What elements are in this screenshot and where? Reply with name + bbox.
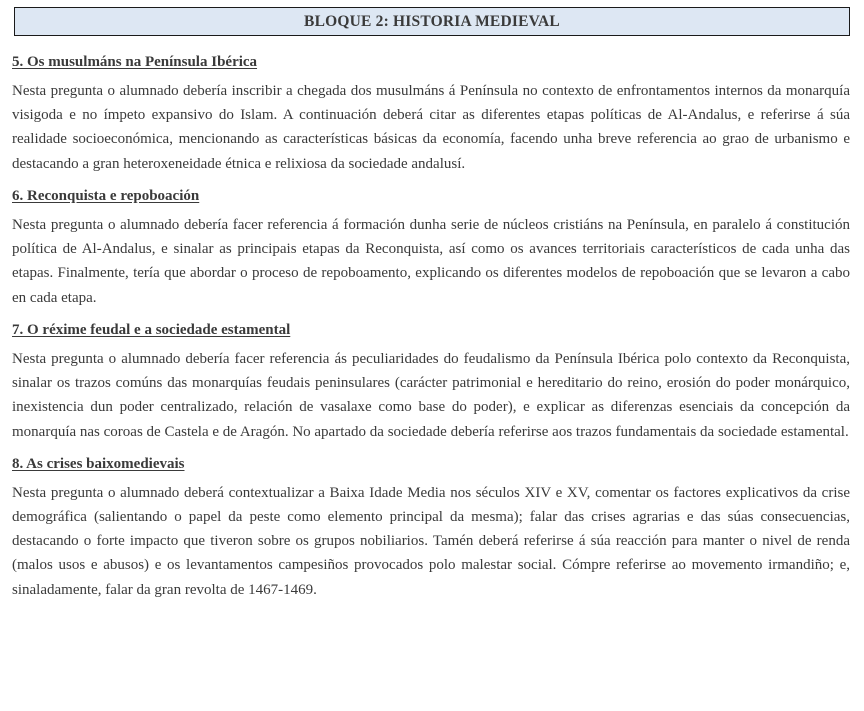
section-6 <box>12 186 850 310</box>
section-7 <box>12 320 850 444</box>
section-8-heading: 8. As crises baixomedievais <box>12 455 185 472</box>
section-7-heading: 7. O réxime feudal e a sociedade estamental <box>12 321 291 338</box>
section-6-body: Nesta pregunta o alumnado debería facer referencia á formación dunha serie de núcleos cristiáns na Península, en paralelo á constitución política de Al-Andalus, e sinalar as principais etapas da Reconquista, así como os avances territoriais característicos de cada unha das etapas. Finalmente, tería que abordar o proceso de repoboamento, explicando os diferentes modelos de repoboación que se levaron a cabo en cada etapa. <box>12 216 850 306</box>
section-6-heading: 6. Reconquista e repoboación <box>12 187 200 204</box>
section-5 <box>12 52 850 176</box>
section-7-body: Nesta pregunta o alumnado debería facer referencia ás peculiaridades do feudalismo da Península Ibérica polo contexto da Reconquista, sinalar os trazos comúns das monarquías feudais peninsulares (carácter patrimonial e hereditario do reino, erosión do poder monárquico, inexistencia dun poder centralizado, relación de vasalaxe como base do poder), e explicar as diferenzas esenciais da concepción da monarquía nas coroas de Castela e de Aragón. No apartado da sociedade debería referirse aos trazos fundamentais da sociedade estamental. <box>12 350 850 440</box>
block-title-text: BLOQUE 2: HISTORIA MEDIEVAL <box>304 12 560 30</box>
section-8-body: Nesta pregunta o alumnado deberá contextualizar a Baixa Idade Media nos séculos XIV e XV, comentar os factores explicativos da crise demográfica (salientando o papel da peste como elemento principal da mesma); falar das crises agrarias e das súas consecuencias, destacando o forte impacto que tiveron sobre os grupos nobiliarios. Tamén deberá referirse á súa reacción para manter o nivel de renda (malos usos e abusos) e os levantamentos campesiños provocados polo malestar social. Cómpre referirse ao movemento irmandiño; e, sinaladamente, falar da gran revolta de 1467-1469. <box>12 484 850 598</box>
document-page <box>0 7 864 711</box>
document-content <box>12 36 850 602</box>
section-8 <box>12 454 850 602</box>
block-title-banner <box>14 7 850 36</box>
section-5-heading: 5. Os musulmáns na Península Ibérica <box>12 54 258 70</box>
section-5-body: Nesta pregunta o alumnado debería inscribir a chegada dos musulmáns á Península no contexto de enfrontamentos internos da monarquía visigoda e no ímpeto expansivo do Islam. A continuación deberá citar as diferentes etapas políticas de Al-Andalus, e referirse á súa realidade socioeconómica, mencionando as características básicas da economía, facendo unha breve referencia ao grao de urbanismo e destacando a gran heteroxeneidade étnica e relixiosa da sociedade andalusí. <box>12 82 850 172</box>
